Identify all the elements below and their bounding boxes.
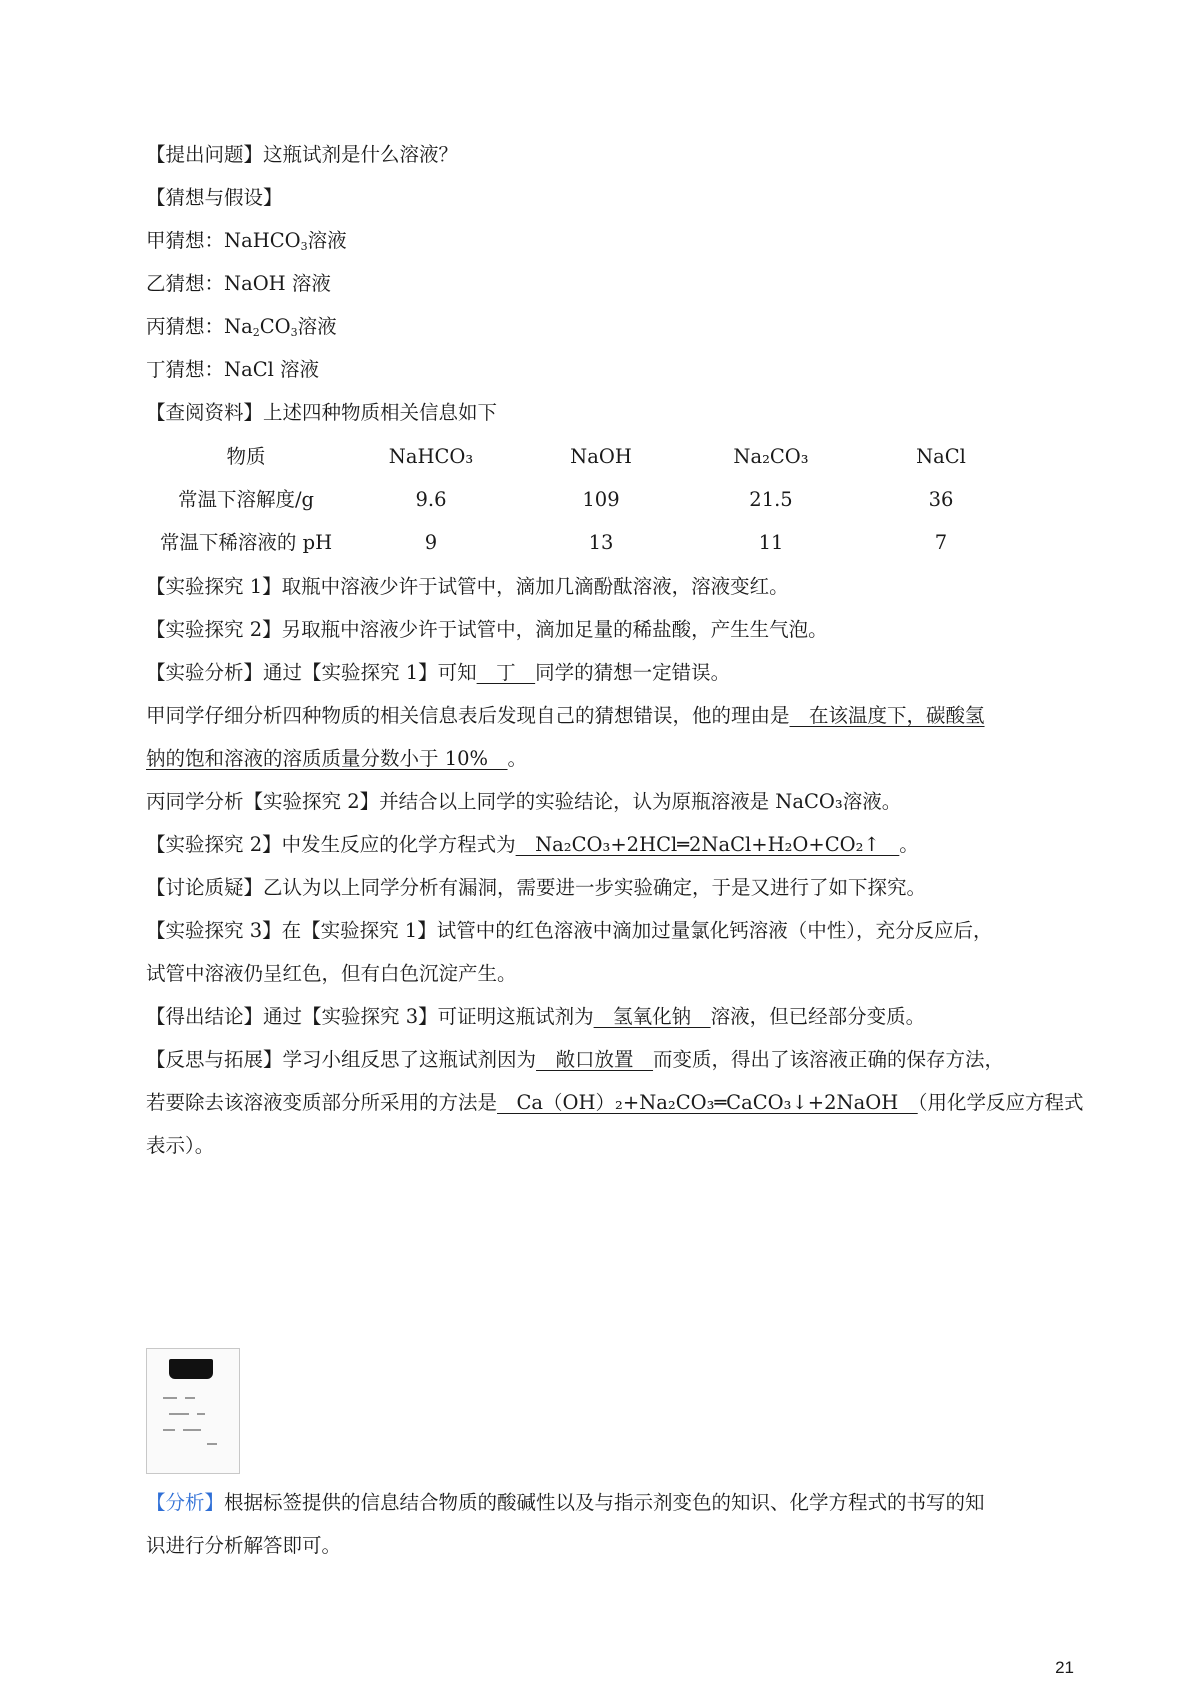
reflection-line-2: 若要除去该溶液变质部分所采用的方法是 Ca（OH）₂+Na₂CO₃═CaCO₃↓+2NaOH （用化学反应方程式 (146, 1091, 1084, 1114)
hypothesis-jia: 甲猜想：NaHCO$_3$溶液 (146, 229, 347, 253)
table-cell: 9 (424, 531, 438, 554)
label-mark (163, 1429, 175, 1431)
table-cell: 13 (588, 531, 614, 554)
discussion-line: 【讨论质疑】乙认为以上同学分析有漏洞，需要进一步实验确定，于是又进行了如下探究。 (146, 876, 927, 899)
table-row (146, 528, 1046, 558)
reflection-line-3: 表示）。 (146, 1134, 215, 1157)
answer-blank: Ca（OH）₂+Na₂CO₃═CaCO₃↓+2NaOH (497, 1091, 918, 1114)
question-line: 【提出问题】这瓶试剂是什么溶液？ (146, 143, 459, 166)
table-header-cell: NaOH (570, 445, 632, 468)
analysis-paragraph-2: 识进行分析解答即可。 (146, 1534, 342, 1557)
hypothesis-bing: 丙猜想：$Na_2CO_3$溶液 (146, 315, 337, 339)
table-cell: 9.6 (415, 488, 447, 511)
table-header-cell: 物质 (226, 445, 266, 468)
label-mark (197, 1413, 205, 1415)
answer-blank: 敞口放置 (536, 1048, 654, 1071)
experiment-3-line: 【实验探究 3】在【实验探究 1】试管中的红色溶液中滴加过量氯化钙溶液（中性），充分反应后， (146, 919, 993, 942)
jia-reason-line-2: 钠的饱和溶液的溶质质量分数小于 10% 。 (146, 747, 528, 770)
experiment-2-line: 【实验探究 2】另取瓶中溶液少许于试管中，滴加足量的稀盐酸，产生生气泡。 (146, 618, 828, 641)
bottle-cap-shape (169, 1359, 213, 1379)
analysis-ding-line: 【实验分析】通过【实验探究 1】可知 丁 同学的猜想一定错误。 (146, 661, 731, 684)
label-mark (163, 1397, 177, 1399)
label-mark (169, 1413, 189, 1415)
analysis-tag: 【分析】 (146, 1491, 225, 1514)
label-mark (185, 1397, 195, 1399)
page-number: 21 (1055, 1658, 1074, 1677)
table-cell: 常温下溶解度/g (177, 488, 315, 511)
answer-blank: 在该温度下，碳酸氢 (789, 704, 985, 727)
analysis-paragraph: 【分析】根据标签提供的信息结合物质的酸碱性以及与指示剂变色的知识、化学方程式的书写的知 (146, 1491, 985, 1514)
bing-analysis-line: 丙同学分析【实验探究 2】并结合以上同学的实验结论，认为原瓶溶液是 NaCO₃溶液。 (146, 790, 902, 813)
reflection-line: 【反思与拓展】学习小组反思了这瓶试剂因为 敞口放置 而变质，得出了该溶液正确的保存方法， (146, 1048, 1005, 1071)
hypothesis-ding: 丁猜想：NaCl 溶液 (146, 358, 320, 381)
jia-reason-line: 甲同学仔细分析四种物质的相关信息表后发现自己的猜想错误，他的理由是 在该温度下，碳酸氢 (146, 704, 985, 727)
answer-blank: Na₂CO₃+2HCl═2NaCl+H₂O+CO₂↑ (515, 833, 900, 856)
hypothesis-yi: 乙猜想：NaOH 溶液 (146, 272, 331, 295)
table-cell: 11 (758, 531, 784, 554)
table-header-cell: NaHCO₃ (388, 445, 474, 468)
table-header-cell: NaCl (916, 445, 966, 468)
table-cell: 36 (928, 488, 954, 511)
reagent-label-image (146, 1348, 240, 1474)
table-cell: 常温下稀溶液的 pH (159, 531, 333, 554)
answer-blank: 氢氧化钠 (593, 1005, 711, 1028)
answer-blank: 丁 (476, 661, 536, 684)
table-cell: 109 (582, 488, 620, 511)
experiment-3-line-2: 试管中溶液仍呈红色，但有白色沉淀产生。 (146, 962, 517, 985)
table-cell: 7 (934, 531, 948, 554)
label-mark (183, 1429, 201, 1431)
table-header-cell: Na₂CO₃ (733, 445, 809, 468)
conclusion-line: 【得出结论】通过【实验探究 3】可证明这瓶试剂为 氢氧化钠 溶液，但已经部分变质。 (146, 1005, 926, 1028)
equation-line: 【实验探究 2】中发生反应的化学方程式为 Na₂CO₃+2HCl═2NaCl+H₂O+CO₂↑ 。 (146, 833, 919, 856)
table-header-row (146, 442, 1046, 472)
table-cell: 21.5 (749, 488, 793, 511)
hypothesis-heading: 【猜想与假设】 (146, 186, 283, 209)
experiment-1-line: 【实验探究 1】取瓶中溶液少许于试管中，滴加几滴酚酞溶液，溶液变红。 (146, 575, 789, 598)
answer-blank: 钠的饱和溶液的溶质质量分数小于 10% (146, 747, 508, 770)
label-mark (207, 1443, 217, 1445)
reference-heading: 【查阅资料】上述四种物质相关信息如下 (146, 401, 498, 424)
table-row (146, 485, 1046, 515)
label-text-marks (163, 1393, 223, 1453)
